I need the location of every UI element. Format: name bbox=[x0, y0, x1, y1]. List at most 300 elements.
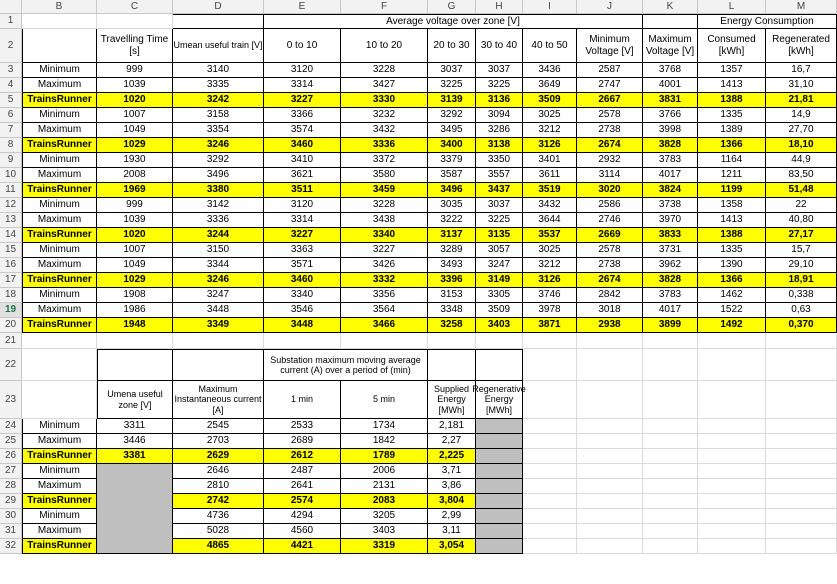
data-cell[interactable]: 3135 bbox=[476, 228, 523, 243]
data-cell[interactable]: 3644 bbox=[523, 213, 577, 228]
data-cell[interactable]: 1390 bbox=[698, 258, 766, 273]
data-cell[interactable]: 1908 bbox=[97, 288, 173, 303]
row-label-cell[interactable]: TrainsRunner bbox=[22, 273, 97, 288]
empty-cell[interactable] bbox=[698, 381, 766, 419]
data-cell[interactable]: 3380 bbox=[173, 183, 264, 198]
data-cell[interactable]: 3400 bbox=[428, 138, 476, 153]
data-cell[interactable]: 1211 bbox=[698, 168, 766, 183]
data-cell[interactable]: 4736 bbox=[173, 509, 264, 524]
data-cell[interactable]: 3120 bbox=[264, 63, 341, 78]
empty-cell[interactable] bbox=[577, 509, 643, 524]
data-cell[interactable]: 3426 bbox=[341, 258, 428, 273]
empty-cell[interactable] bbox=[698, 464, 766, 479]
data-cell[interactable]: 3621 bbox=[264, 168, 341, 183]
row-label-cell[interactable]: Minimum bbox=[22, 419, 97, 434]
data-cell[interactable]: 15,7 bbox=[766, 243, 837, 258]
empty-gray-cell[interactable] bbox=[476, 479, 523, 494]
data-cell[interactable]: 3496 bbox=[428, 183, 476, 198]
data-cell[interactable]: 2574 bbox=[264, 494, 341, 509]
table1-header-h[interactable]: 30 to 40 bbox=[476, 29, 523, 63]
row-header-8[interactable]: 8 bbox=[0, 138, 22, 153]
table1-header-l[interactable]: Consumed [kWh] bbox=[698, 29, 766, 63]
group-header-energy-consumption[interactable]: Energy Consumption bbox=[698, 14, 837, 29]
data-cell[interactable]: 3149 bbox=[476, 273, 523, 288]
row-header-16[interactable]: 16 bbox=[0, 258, 22, 273]
data-cell[interactable]: 3228 bbox=[341, 198, 428, 213]
row-label-cell[interactable]: Maximum bbox=[22, 524, 97, 539]
cell-d22[interactable] bbox=[173, 349, 264, 381]
empty-cell[interactable] bbox=[766, 349, 837, 381]
cell-c1[interactable] bbox=[97, 14, 173, 29]
data-cell[interactable]: 3336 bbox=[173, 213, 264, 228]
empty-cell[interactable] bbox=[643, 539, 698, 554]
table1-header-g[interactable]: 20 to 30 bbox=[428, 29, 476, 63]
empty-cell[interactable] bbox=[523, 464, 577, 479]
data-cell[interactable]: 3511 bbox=[264, 183, 341, 198]
data-cell[interactable]: 3366 bbox=[264, 108, 341, 123]
empty-cell[interactable] bbox=[766, 524, 837, 539]
data-cell[interactable]: 3242 bbox=[173, 93, 264, 108]
data-cell[interactable]: 2578 bbox=[577, 243, 643, 258]
data-cell[interactable]: 3574 bbox=[264, 123, 341, 138]
data-cell[interactable]: 3292 bbox=[428, 108, 476, 123]
row-header-32[interactable]: 32 bbox=[0, 539, 22, 554]
data-cell[interactable]: 3460 bbox=[264, 273, 341, 288]
data-cell[interactable]: 14,9 bbox=[766, 108, 837, 123]
row-label-cell[interactable]: Maximum bbox=[22, 213, 97, 228]
data-cell[interactable]: 3,86 bbox=[428, 479, 476, 494]
cell-h22[interactable] bbox=[476, 349, 523, 381]
empty-cell[interactable] bbox=[523, 434, 577, 449]
data-cell[interactable]: 3330 bbox=[341, 93, 428, 108]
row-label-cell[interactable]: Maximum bbox=[22, 258, 97, 273]
empty-cell[interactable] bbox=[698, 349, 766, 381]
empty-cell[interactable] bbox=[523, 449, 577, 464]
empty-cell[interactable] bbox=[766, 449, 837, 464]
table1-header-k[interactable]: Maximum Voltage [V] bbox=[643, 29, 698, 63]
data-cell[interactable]: 2932 bbox=[577, 153, 643, 168]
empty-cell[interactable] bbox=[698, 494, 766, 509]
table1-header-blank[interactable] bbox=[22, 29, 97, 63]
data-cell[interactable]: 18,91 bbox=[766, 273, 837, 288]
data-cell[interactable]: 3142 bbox=[173, 198, 264, 213]
data-cell[interactable]: 1522 bbox=[698, 303, 766, 318]
row-header-11[interactable]: 11 bbox=[0, 183, 22, 198]
data-cell[interactable]: 3,054 bbox=[428, 539, 476, 554]
empty-cell[interactable] bbox=[97, 333, 173, 349]
data-cell[interactable]: 1388 bbox=[698, 228, 766, 243]
data-cell[interactable]: 3831 bbox=[643, 93, 698, 108]
data-cell[interactable]: 3587 bbox=[428, 168, 476, 183]
column-header-g[interactable]: G bbox=[428, 0, 476, 14]
data-cell[interactable]: 3403 bbox=[476, 318, 523, 333]
empty-cell[interactable] bbox=[523, 494, 577, 509]
data-cell[interactable]: 29,10 bbox=[766, 258, 837, 273]
empty-cell[interactable] bbox=[766, 381, 837, 419]
row-label-cell[interactable]: Minimum bbox=[22, 153, 97, 168]
row-header-20[interactable]: 20 bbox=[0, 318, 22, 333]
table1-header-d[interactable]: Umean useful train [V] bbox=[173, 29, 264, 63]
data-cell[interactable]: 3537 bbox=[523, 228, 577, 243]
data-cell[interactable]: 1039 bbox=[97, 78, 173, 93]
data-cell[interactable]: 3311 bbox=[97, 419, 173, 434]
data-cell[interactable]: 1969 bbox=[97, 183, 173, 198]
cell-c22[interactable] bbox=[97, 349, 173, 381]
empty-cell[interactable] bbox=[643, 333, 698, 349]
row-label-cell[interactable]: TrainsRunner bbox=[22, 318, 97, 333]
empty-cell[interactable] bbox=[698, 524, 766, 539]
empty-cell[interactable] bbox=[523, 419, 577, 434]
empty-cell[interactable] bbox=[766, 479, 837, 494]
data-cell[interactable]: 2689 bbox=[264, 434, 341, 449]
data-cell[interactable]: 3037 bbox=[476, 63, 523, 78]
data-cell[interactable]: 3833 bbox=[643, 228, 698, 243]
row-label-cell[interactable]: Minimum bbox=[22, 108, 97, 123]
empty-gray-cell[interactable] bbox=[476, 419, 523, 434]
data-cell[interactable]: 2587 bbox=[577, 63, 643, 78]
table1-header-j[interactable]: Minimum Voltage [V] bbox=[577, 29, 643, 63]
column-header-m[interactable]: M bbox=[766, 0, 837, 14]
data-cell[interactable]: 3244 bbox=[173, 228, 264, 243]
row-header-25[interactable]: 25 bbox=[0, 434, 22, 449]
data-cell[interactable]: 3349 bbox=[173, 318, 264, 333]
row-header-17[interactable]: 17 bbox=[0, 273, 22, 288]
empty-cell[interactable] bbox=[577, 333, 643, 349]
data-cell[interactable]: 3114 bbox=[577, 168, 643, 183]
data-cell[interactable]: 4017 bbox=[643, 303, 698, 318]
data-cell[interactable]: 3557 bbox=[476, 168, 523, 183]
cell-g22[interactable] bbox=[428, 349, 476, 381]
data-cell[interactable]: 2487 bbox=[264, 464, 341, 479]
data-cell[interactable]: 3,11 bbox=[428, 524, 476, 539]
data-cell[interactable]: 2006 bbox=[341, 464, 428, 479]
column-header-i[interactable]: I bbox=[523, 0, 577, 14]
data-cell[interactable]: 3495 bbox=[428, 123, 476, 138]
row-header-30[interactable]: 30 bbox=[0, 509, 22, 524]
data-cell[interactable]: 1366 bbox=[698, 273, 766, 288]
data-cell[interactable]: 2612 bbox=[264, 449, 341, 464]
empty-cell[interactable] bbox=[766, 509, 837, 524]
column-header-k[interactable]: K bbox=[643, 0, 698, 14]
empty-cell[interactable] bbox=[22, 333, 97, 349]
empty-cell[interactable] bbox=[523, 479, 577, 494]
data-cell[interactable]: 1388 bbox=[698, 93, 766, 108]
data-cell[interactable]: 2742 bbox=[173, 494, 264, 509]
table2-header-f[interactable]: 5 min bbox=[341, 381, 428, 419]
data-cell[interactable]: 2738 bbox=[577, 258, 643, 273]
row-header-7[interactable]: 7 bbox=[0, 123, 22, 138]
data-cell[interactable]: 3286 bbox=[476, 123, 523, 138]
row-label-cell[interactable]: Maximum bbox=[22, 78, 97, 93]
data-cell[interactable]: 3546 bbox=[264, 303, 341, 318]
data-cell[interactable]: 3158 bbox=[173, 108, 264, 123]
data-cell[interactable]: 3225 bbox=[476, 213, 523, 228]
data-cell[interactable]: 3120 bbox=[264, 198, 341, 213]
empty-cell[interactable] bbox=[643, 509, 698, 524]
data-cell[interactable]: 3314 bbox=[264, 78, 341, 93]
row-header-19[interactable]: 19 bbox=[0, 303, 22, 318]
data-cell[interactable]: 3340 bbox=[264, 288, 341, 303]
data-cell[interactable]: 3611 bbox=[523, 168, 577, 183]
data-cell[interactable]: 3057 bbox=[476, 243, 523, 258]
data-cell[interactable]: 3225 bbox=[476, 78, 523, 93]
data-cell[interactable]: 2629 bbox=[173, 449, 264, 464]
row-header-15[interactable]: 15 bbox=[0, 243, 22, 258]
empty-cell[interactable] bbox=[766, 539, 837, 554]
row-header-31[interactable]: 31 bbox=[0, 524, 22, 539]
data-cell[interactable]: 1049 bbox=[97, 258, 173, 273]
row-label-cell[interactable]: TrainsRunner bbox=[22, 449, 97, 464]
data-cell[interactable]: 1020 bbox=[97, 93, 173, 108]
data-cell[interactable]: 999 bbox=[97, 198, 173, 213]
data-cell[interactable]: 2674 bbox=[577, 273, 643, 288]
empty-gray-cell[interactable] bbox=[476, 464, 523, 479]
data-cell[interactable]: 2938 bbox=[577, 318, 643, 333]
data-cell[interactable]: 4560 bbox=[264, 524, 341, 539]
empty-cell[interactable] bbox=[698, 419, 766, 434]
data-cell[interactable]: 3319 bbox=[341, 539, 428, 554]
select-all-corner[interactable] bbox=[0, 0, 22, 14]
cell-b1[interactable] bbox=[22, 14, 97, 29]
data-cell[interactable]: 3227 bbox=[264, 228, 341, 243]
empty-cell[interactable] bbox=[523, 333, 577, 349]
column-header-e[interactable]: E bbox=[264, 0, 341, 14]
data-cell[interactable]: 3410 bbox=[264, 153, 341, 168]
table2-header-g[interactable]: Supplied Energy [MWh] bbox=[428, 381, 476, 419]
empty-gray-cell[interactable] bbox=[476, 524, 523, 539]
data-cell[interactable]: 3828 bbox=[643, 273, 698, 288]
data-cell[interactable]: 3783 bbox=[643, 153, 698, 168]
empty-cell[interactable] bbox=[698, 479, 766, 494]
data-cell[interactable]: 1948 bbox=[97, 318, 173, 333]
data-cell[interactable]: 1413 bbox=[698, 78, 766, 93]
data-cell[interactable]: 0,338 bbox=[766, 288, 837, 303]
data-cell[interactable]: 3344 bbox=[173, 258, 264, 273]
row-header-26[interactable]: 26 bbox=[0, 449, 22, 464]
empty-cell[interactable] bbox=[643, 434, 698, 449]
row-label-cell[interactable]: TrainsRunner bbox=[22, 228, 97, 243]
data-cell[interactable]: 1492 bbox=[698, 318, 766, 333]
row-header-21[interactable]: 21 bbox=[0, 333, 22, 349]
row-header-2[interactable]: 2 bbox=[0, 29, 22, 63]
empty-cell[interactable] bbox=[643, 464, 698, 479]
row-label-cell[interactable]: Maximum bbox=[22, 303, 97, 318]
row-header-5[interactable]: 5 bbox=[0, 93, 22, 108]
data-cell[interactable]: 3768 bbox=[643, 63, 698, 78]
row-label-cell[interactable]: Maximum bbox=[22, 123, 97, 138]
data-cell[interactable]: 3396 bbox=[428, 273, 476, 288]
data-cell[interactable]: 3401 bbox=[523, 153, 577, 168]
data-cell[interactable]: 3962 bbox=[643, 258, 698, 273]
data-cell[interactable]: 3978 bbox=[523, 303, 577, 318]
data-cell[interactable]: 3258 bbox=[428, 318, 476, 333]
empty-cell[interactable] bbox=[643, 349, 698, 381]
row-header-23[interactable]: 23 bbox=[0, 381, 22, 419]
data-cell[interactable]: 3037 bbox=[476, 198, 523, 213]
data-cell[interactable]: 3035 bbox=[428, 198, 476, 213]
data-cell[interactable]: 3037 bbox=[428, 63, 476, 78]
data-cell[interactable]: 3356 bbox=[341, 288, 428, 303]
empty-cell[interactable] bbox=[264, 333, 341, 349]
data-cell[interactable]: 3496 bbox=[173, 168, 264, 183]
row-header-18[interactable]: 18 bbox=[0, 288, 22, 303]
data-cell[interactable]: 1049 bbox=[97, 123, 173, 138]
row-header-3[interactable]: 3 bbox=[0, 63, 22, 78]
data-cell[interactable]: 2,225 bbox=[428, 449, 476, 464]
data-cell[interactable]: 1029 bbox=[97, 273, 173, 288]
empty-cell[interactable] bbox=[643, 449, 698, 464]
row-header-28[interactable]: 28 bbox=[0, 479, 22, 494]
data-cell[interactable]: 0,63 bbox=[766, 303, 837, 318]
data-cell[interactable]: 3783 bbox=[643, 288, 698, 303]
table1-header-e[interactable]: 0 to 10 bbox=[264, 29, 341, 63]
column-header-b[interactable]: B bbox=[22, 0, 97, 14]
row-header-29[interactable]: 29 bbox=[0, 494, 22, 509]
row-header-27[interactable]: 27 bbox=[0, 464, 22, 479]
data-cell[interactable]: 18,10 bbox=[766, 138, 837, 153]
empty-cell[interactable] bbox=[577, 479, 643, 494]
data-cell[interactable]: 22 bbox=[766, 198, 837, 213]
data-cell[interactable]: 44,9 bbox=[766, 153, 837, 168]
data-cell[interactable]: 2746 bbox=[577, 213, 643, 228]
empty-cell[interactable] bbox=[766, 434, 837, 449]
data-cell[interactable]: 3247 bbox=[173, 288, 264, 303]
data-cell[interactable]: 3564 bbox=[341, 303, 428, 318]
data-cell[interactable]: 3126 bbox=[523, 138, 577, 153]
row-label-cell[interactable]: TrainsRunner bbox=[22, 138, 97, 153]
column-header-l[interactable]: L bbox=[698, 0, 766, 14]
data-cell[interactable]: 51,48 bbox=[766, 183, 837, 198]
data-cell[interactable]: 1007 bbox=[97, 108, 173, 123]
empty-cell[interactable] bbox=[523, 524, 577, 539]
data-cell[interactable]: 3139 bbox=[428, 93, 476, 108]
row-header-4[interactable]: 4 bbox=[0, 78, 22, 93]
data-cell[interactable]: 3460 bbox=[264, 138, 341, 153]
empty-cell[interactable] bbox=[643, 419, 698, 434]
data-cell[interactable]: 2646 bbox=[173, 464, 264, 479]
data-cell[interactable]: 3,71 bbox=[428, 464, 476, 479]
data-cell[interactable]: 3436 bbox=[523, 63, 577, 78]
empty-cell[interactable] bbox=[173, 333, 264, 349]
data-cell[interactable]: 2674 bbox=[577, 138, 643, 153]
empty-cell[interactable] bbox=[22, 349, 97, 381]
empty-cell[interactable] bbox=[643, 494, 698, 509]
empty-cell[interactable] bbox=[643, 381, 698, 419]
column-header-c[interactable]: C bbox=[97, 0, 173, 14]
row-label-cell[interactable]: Maximum bbox=[22, 434, 97, 449]
empty-cell[interactable] bbox=[523, 509, 577, 524]
data-cell[interactable]: 3432 bbox=[523, 198, 577, 213]
column-header-j[interactable]: J bbox=[577, 0, 643, 14]
data-cell[interactable]: 3746 bbox=[523, 288, 577, 303]
data-cell[interactable]: 3,804 bbox=[428, 494, 476, 509]
data-cell[interactable]: 2586 bbox=[577, 198, 643, 213]
data-cell[interactable]: 2641 bbox=[264, 479, 341, 494]
data-cell[interactable]: 3350 bbox=[476, 153, 523, 168]
data-cell[interactable]: 3018 bbox=[577, 303, 643, 318]
data-cell[interactable]: 3824 bbox=[643, 183, 698, 198]
table2-header-d[interactable]: Maximum Instantaneous current [A] bbox=[173, 381, 264, 419]
data-cell[interactable]: 3766 bbox=[643, 108, 698, 123]
data-cell[interactable]: 1164 bbox=[698, 153, 766, 168]
data-cell[interactable]: 2008 bbox=[97, 168, 173, 183]
data-cell[interactable]: 1335 bbox=[698, 243, 766, 258]
data-cell[interactable]: 3136 bbox=[476, 93, 523, 108]
data-cell[interactable]: 3438 bbox=[341, 213, 428, 228]
row-header-1[interactable]: 1 bbox=[0, 14, 22, 29]
data-cell[interactable]: 3336 bbox=[341, 138, 428, 153]
empty-gray-cell[interactable] bbox=[476, 449, 523, 464]
data-cell[interactable]: 3580 bbox=[341, 168, 428, 183]
row-header-13[interactable]: 13 bbox=[0, 213, 22, 228]
row-header-12[interactable]: 12 bbox=[0, 198, 22, 213]
empty-cell[interactable] bbox=[577, 539, 643, 554]
data-cell[interactable]: 1389 bbox=[698, 123, 766, 138]
empty-cell[interactable] bbox=[577, 494, 643, 509]
data-cell[interactable]: 3427 bbox=[341, 78, 428, 93]
column-header-d[interactable]: D bbox=[173, 0, 264, 14]
data-cell[interactable]: 3348 bbox=[428, 303, 476, 318]
data-cell[interactable]: 2,181 bbox=[428, 419, 476, 434]
row-header-14[interactable]: 14 bbox=[0, 228, 22, 243]
table2-header-blank[interactable] bbox=[22, 381, 97, 419]
data-cell[interactable]: 1930 bbox=[97, 153, 173, 168]
column-header-f[interactable]: F bbox=[341, 0, 428, 14]
data-cell[interactable]: 3025 bbox=[523, 108, 577, 123]
data-cell[interactable]: 0,370 bbox=[766, 318, 837, 333]
data-cell[interactable]: 3871 bbox=[523, 318, 577, 333]
data-cell[interactable]: 1734 bbox=[341, 419, 428, 434]
empty-gray-cell[interactable] bbox=[476, 434, 523, 449]
data-cell[interactable]: 3153 bbox=[428, 288, 476, 303]
data-cell[interactable]: 1462 bbox=[698, 288, 766, 303]
data-cell[interactable]: 3372 bbox=[341, 153, 428, 168]
data-cell[interactable]: 1007 bbox=[97, 243, 173, 258]
empty-cell[interactable] bbox=[698, 509, 766, 524]
empty-cell[interactable] bbox=[698, 333, 766, 349]
empty-gray-cell[interactable] bbox=[476, 539, 523, 554]
data-cell[interactable]: 3225 bbox=[428, 78, 476, 93]
data-cell[interactable]: 5028 bbox=[173, 524, 264, 539]
row-label-cell[interactable]: TrainsRunner bbox=[22, 183, 97, 198]
data-cell[interactable]: 4001 bbox=[643, 78, 698, 93]
data-cell[interactable]: 4421 bbox=[264, 539, 341, 554]
row-label-cell[interactable]: TrainsRunner bbox=[22, 93, 97, 108]
data-cell[interactable]: 3137 bbox=[428, 228, 476, 243]
empty-cell[interactable] bbox=[523, 539, 577, 554]
data-cell[interactable]: 2131 bbox=[341, 479, 428, 494]
empty-cell[interactable] bbox=[577, 349, 643, 381]
table2-header-c[interactable]: Umena useful zone [V] bbox=[97, 381, 173, 419]
data-cell[interactable]: 1358 bbox=[698, 198, 766, 213]
data-cell[interactable]: 3212 bbox=[523, 123, 577, 138]
data-cell[interactable]: 3222 bbox=[428, 213, 476, 228]
row-label-cell[interactable]: Minimum bbox=[22, 509, 97, 524]
data-cell[interactable]: 83,50 bbox=[766, 168, 837, 183]
empty-cell[interactable] bbox=[577, 464, 643, 479]
cell-d1[interactable] bbox=[173, 14, 264, 29]
data-cell[interactable]: 3649 bbox=[523, 78, 577, 93]
empty-cell[interactable] bbox=[577, 419, 643, 434]
data-cell[interactable]: 2703 bbox=[173, 434, 264, 449]
data-cell[interactable]: 3246 bbox=[173, 273, 264, 288]
data-cell[interactable]: 2578 bbox=[577, 108, 643, 123]
row-header-24[interactable]: 24 bbox=[0, 419, 22, 434]
data-cell[interactable]: 3094 bbox=[476, 108, 523, 123]
empty-cell[interactable] bbox=[766, 464, 837, 479]
data-cell[interactable]: 21,81 bbox=[766, 93, 837, 108]
data-cell[interactable]: 1842 bbox=[341, 434, 428, 449]
